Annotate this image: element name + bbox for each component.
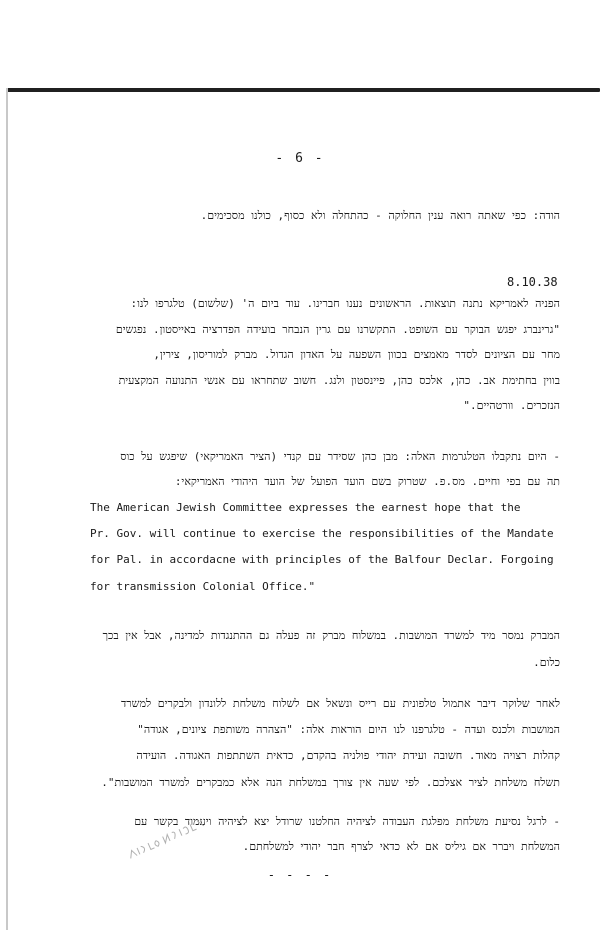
text-line: "גרינברג יפגש הבוקר עם השופט. התקשרנו עם גרין הנבחר בועידה הפדרציה באייסטון. נפגשים bbox=[115, 323, 560, 336]
text-line: בווין בחתימת אב. כהן, אלכס כהן, פיינסטון ולנג. חשוב שתחראו עם אנשי התנועה המקצעית bbox=[118, 374, 560, 387]
text-line: תה עם בפי וחיים. מס.פ. שטרוק בשם הועד הפועל של הועד היהודי האמריקאי: bbox=[174, 475, 560, 488]
entry-date: 8.10.38 bbox=[507, 275, 558, 289]
text-line: כלום. bbox=[533, 656, 560, 669]
telegram-line: for transmission Colonial Office." bbox=[90, 580, 316, 593]
text-line: הפניה לאמריקא נתנה תוצאות. הראשונים נענו חברינו. עוד ביום ה' (שלשום) טלגרפו לנו: bbox=[130, 297, 560, 310]
text-line: תשלח משלחת לציר אצלכם. לפי שעה אין צורך במשלחת הנה אלא כמבקרים למשרד המושבות". bbox=[101, 776, 560, 789]
text-line: קהלות רצויה מאוד. חשובה ועידת יהודי פולניה בהקדם, כדאית השתתפות האגודה. הועידה bbox=[136, 749, 560, 762]
section-separator: - - - - bbox=[267, 868, 333, 882]
telegram-line: for Pal. in accordacne with principles of the Balfour Declar. Forgoing bbox=[90, 553, 554, 566]
telegram-line: Pr. Gov. will continue to exercise the responsibilities of the Mandate bbox=[90, 527, 554, 540]
page-top-edge bbox=[6, 88, 600, 92]
page-left-edge bbox=[6, 88, 8, 930]
page-number: - 6 - bbox=[275, 151, 325, 166]
text-line: המשלחת ויברר אם גיליס אם לא כדאי לצרף חבר יהודי למשלחתם. bbox=[242, 840, 560, 853]
text-line: מחר עם הציונים לסדר מאמצים בכוון השפעה על האדון הגדול. מברק למוריסון, צירין, bbox=[153, 348, 560, 361]
text-line: - לרגל נסיעת משלחת מפלגת העבודה לציהיה החלטנו שרודל יצא לציהיה ויעמוד בקשר עם bbox=[134, 815, 560, 828]
text-line: הודה: כפי שאתה רואה ענין החלוקה - כהתחלה ולא כסוף, כולנו מסכימים. bbox=[200, 209, 560, 222]
text-line: המושבות ולכנס ועדה - טלגרפנו לנו היום הוראות אלה: "הצהרה משותפת ציונים, אגודה" bbox=[137, 723, 560, 736]
text-line: לאחר שלוקר דיבר אתמול טלפונית עם רייס ונשאל אם לשלוח משלחת ללונדון ולבקרים למשרד bbox=[120, 697, 560, 710]
telegram-line: The American Jewish Committee expresses the earnest hope that the bbox=[90, 501, 521, 514]
text-line: המברק נמסר מיד למשרד המושבות. במשלוח מברק זה פעלה גם ההתנגדות למדינה, אבל אין בכך bbox=[102, 629, 560, 642]
text-line: הנזכרים. וורטהיים." bbox=[463, 399, 560, 412]
text-line: - היום נתקבלו הטלגרמות האלה: מבן כהן שסידר עם קנדי (הציר האמריקאי) שיפגש על כוס bbox=[120, 450, 560, 463]
